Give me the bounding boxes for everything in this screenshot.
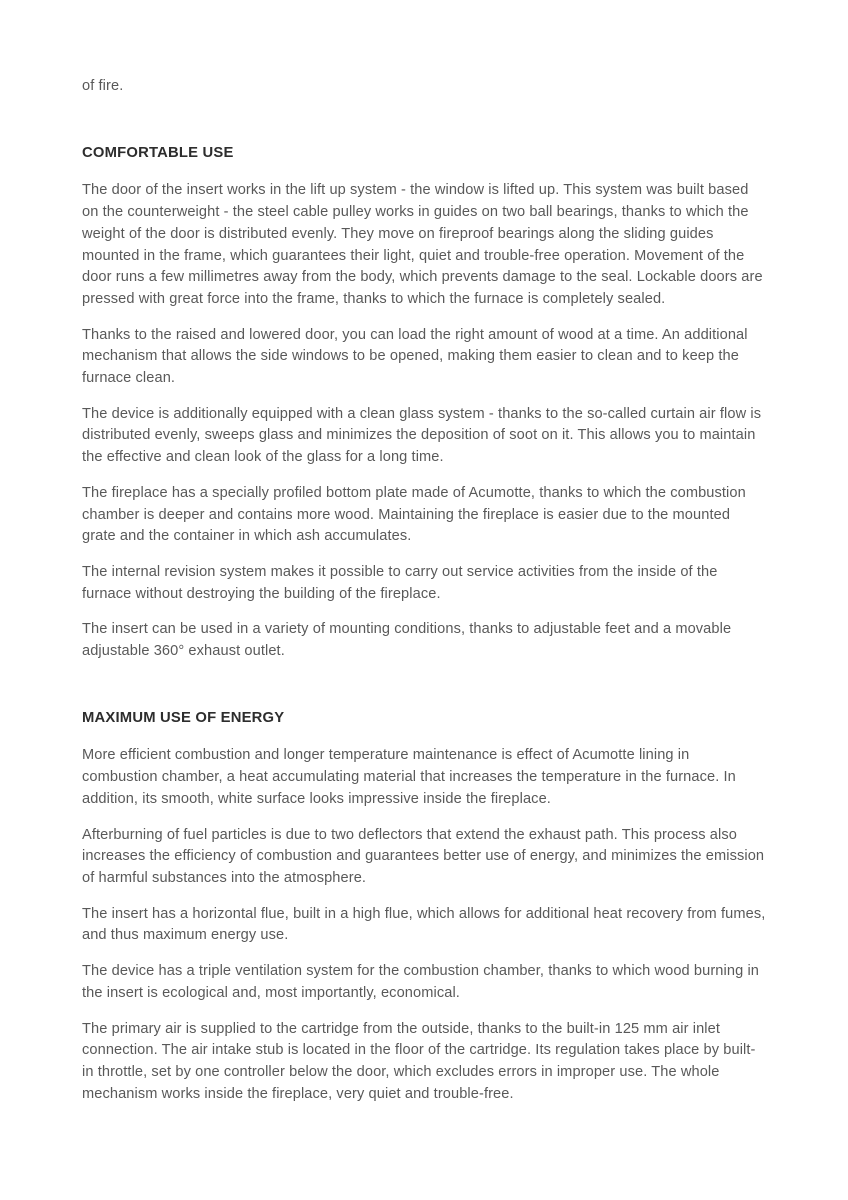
document-content [82, 76, 766, 1105]
intro-fragment: of fire. [82, 78, 124, 94]
paragraph: Afterburning of fuel particles is due to two deflectors that extend the exhaust path. This process also increases the efficiency of combustion and guarantees better use of energy, and minimizes the emission of harmful substances into the atmosphere. [82, 826, 765, 886]
section-heading-comfortable-use: COMFORTABLE USE [82, 144, 234, 161]
paragraph: The fireplace has a specially profiled bottom plate made of Acumotte, thanks to which the combustion chamber is deeper and contains more wood. Maintaining the fireplace is easier due to the mounted grate and the container in which ash accumulates. [82, 484, 746, 545]
section-heading-maximum-use-of-energy: MAXIMUM USE OF ENERGY [82, 709, 285, 726]
paragraph: The insert can be used in a variety of mounting conditions, thanks to adjustable feet and a movable adjustable 360° exhaust outlet. [82, 621, 732, 660]
paragraph: Thanks to the raised and lowered door, you can load the right amount of wood at a time. An additional mechanism that allows the side windows to be opened, making them easier to clean and to keep the furnace clean. [82, 326, 748, 387]
paragraph: The internal revision system makes it possible to carry out service activities from the inside of the furnace without destroying the building of the fireplace. [82, 563, 718, 602]
paragraph: The device is additionally equipped with a clean glass system - thanks to the so-called curtain air flow is distributed evenly, sweeps glass and minimizes the deposition of soot on it. This allows you to maintain the effective and clean look of the glass for a long time. [82, 405, 762, 466]
paragraph: The insert has a horizontal flue, built in a high flue, which allows for additional heat recovery from fumes, and thus maximum energy use. [82, 905, 766, 944]
paragraph: The device has a triple ventilation system for the combustion chamber, thanks to which wood burning in the insert is ecological and, most importantly, economical. [82, 963, 760, 1001]
paragraph: The door of the insert works in the lift up system - the window is lifted up. This system was built based on the counterweight - the steel cable pulley works in guides on two ball bearings, thanks to which the weight of the door is distributed evenly. They move on fireproof bearings along the sliding guides mounted in the frame, which guarantees their light, quiet and trouble-free operation. Movement of the door runs a few millimetres away from the body, which prevents damage to the seal. Lockable doors are pressed with great force into the frame, thanks to which the furnace is completely sealed. [82, 182, 763, 307]
paragraph: More efficient combustion and longer temperature maintenance is effect of Acumotte lining in combustion chamber, a heat accumulating material that increases the temperature in the furnace. In addition, its smooth, white surface looks impressive inside the fireplace. [82, 747, 736, 807]
paragraph: The primary air is supplied to the cartridge from the outside, thanks to the built-in 125 mm air inlet connection. The air intake stub is located in the floor of the cartridge. Its regulation takes place by built-in throttle, set by one controller below the door, which excludes errors in improper use. The whole mechanism works inside the fireplace, very quiet and trouble-free. [82, 1020, 756, 1102]
